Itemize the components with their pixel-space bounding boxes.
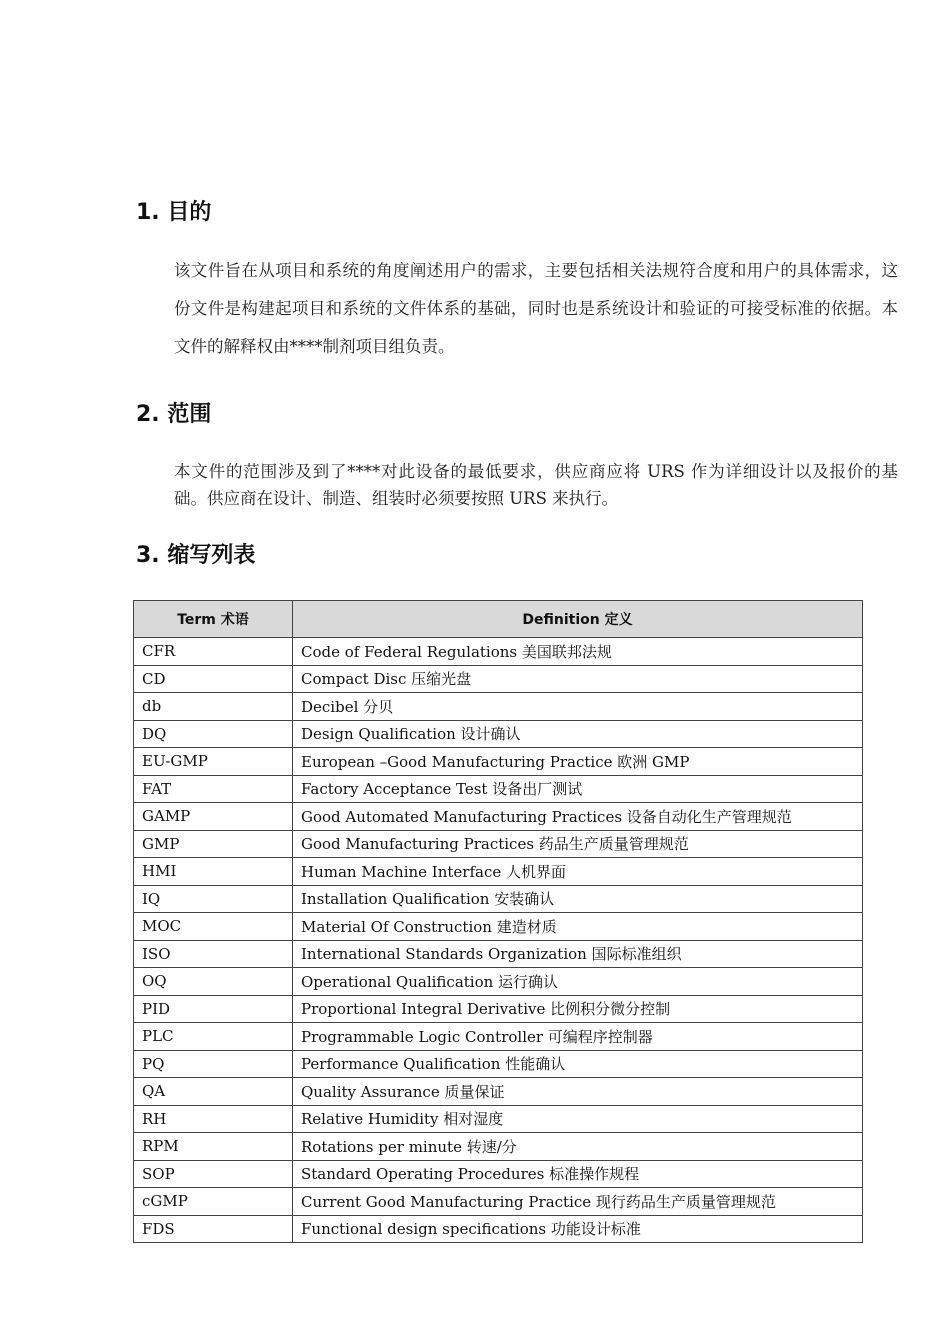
table-row [134,830,863,858]
table-row [134,1215,863,1243]
abbreviation-table [133,600,863,1243]
definition-cell: Installation Qualification 安装确认 [293,885,863,913]
term-cell: QA [134,1078,293,1106]
definition-cell: Proportional Integral Derivative 比例积分微分控制 [293,995,863,1023]
table-row [134,748,863,776]
term-cell: CD [134,665,293,693]
table-row [134,720,863,748]
term-cell: EU-GMP [134,748,293,776]
table-row [134,1188,863,1216]
definition-cell: Decibel 分贝 [293,693,863,721]
table-body [134,638,863,1243]
term-cell: RH [134,1105,293,1133]
section-heading-purpose: 1. 目的 [136,200,212,225]
definition-cell: Factory Acceptance Test 设备出厂测试 [293,775,863,803]
purpose-paragraph: 该文件旨在从项目和系统的角度阐述用户的需求，主要包括相关法规符合度和用户的具体需求，这份文件是构建起项目和系统的文件体系的基础，同时也是系统设计和验证的可接受标准的依据。本文件的解释权由****制剂项目组负责。 [174,261,898,356]
table-row [134,913,863,941]
table-row [134,1078,863,1106]
term-cell: FAT [134,775,293,803]
table-row [134,1105,863,1133]
definition-cell: Rotations per minute 转速/分 [293,1133,863,1161]
definition-cell: Operational Qualification 运行确认 [293,968,863,996]
table-header-row [134,601,863,638]
definition-cell: Functional design specifications 功能设计标准 [293,1215,863,1243]
term-cell: cGMP [134,1188,293,1216]
header-term: Term 术语 [134,601,293,638]
definition-cell: Programmable Logic Controller 可编程序控制器 [293,1023,863,1051]
table-row [134,858,863,886]
table-row [134,968,863,996]
table-row [134,940,863,968]
term-cell: SOP [134,1160,293,1188]
term-cell: PQ [134,1050,293,1078]
definition-cell: Good Manufacturing Practices 药品生产质量管理规范 [293,830,863,858]
term-cell: GMP [134,830,293,858]
definition-cell: Design Qualification 设计确认 [293,720,863,748]
term-cell: PID [134,995,293,1023]
definition-cell: European –Good Manufacturing Practice 欧洲 GMP [293,748,863,776]
table-row [134,638,863,666]
section-heading-abbreviations: 3. 缩写列表 [136,543,256,568]
definition-cell: Code of Federal Regulations 美国联邦法规 [293,638,863,666]
table-row [134,803,863,831]
table-row [134,665,863,693]
definition-cell: Human Machine Interface 人机界面 [293,858,863,886]
term-cell: FDS [134,1215,293,1243]
table-row [134,693,863,721]
definition-cell: Standard Operating Procedures 标准操作规程 [293,1160,863,1188]
definition-cell: International Standards Organization 国际标准组织 [293,940,863,968]
term-cell: db [134,693,293,721]
term-cell: ISO [134,940,293,968]
term-cell: DQ [134,720,293,748]
term-cell: IQ [134,885,293,913]
table-row [134,1133,863,1161]
term-cell: CFR [134,638,293,666]
definition-cell: Quality Assurance 质量保证 [293,1078,863,1106]
definition-cell: Current Good Manufacturing Practice 现行药品生产质量管理规范 [293,1188,863,1216]
term-cell: GAMP [134,803,293,831]
term-cell: RPM [134,1133,293,1161]
header-definition: Definition 定义 [293,601,863,638]
table-row [134,995,863,1023]
definition-cell: Performance Qualification 性能确认 [293,1050,863,1078]
definition-cell: Compact Disc 压缩光盘 [293,665,863,693]
term-cell: MOC [134,913,293,941]
section-heading-scope: 2. 范围 [136,402,212,427]
term-cell: PLC [134,1023,293,1051]
table-row [134,885,863,913]
definition-cell: Relative Humidity 相对湿度 [293,1105,863,1133]
term-cell: HMI [134,858,293,886]
table-row [134,1023,863,1051]
definition-cell: Good Automated Manufacturing Practices 设备自动化生产管理规范 [293,803,863,831]
definition-cell: Material Of Construction 建造材质 [293,913,863,941]
table-row [134,775,863,803]
table-row [134,1160,863,1188]
term-cell: OQ [134,968,293,996]
scope-paragraph: 本文件的范围涉及到了****对此设备的最低要求，供应商应将 URS 作为详细设计以及报价的基础。供应商在设计、制造、组装时必须要按照 URS 来执行。 [174,462,898,508]
table-row [134,1050,863,1078]
